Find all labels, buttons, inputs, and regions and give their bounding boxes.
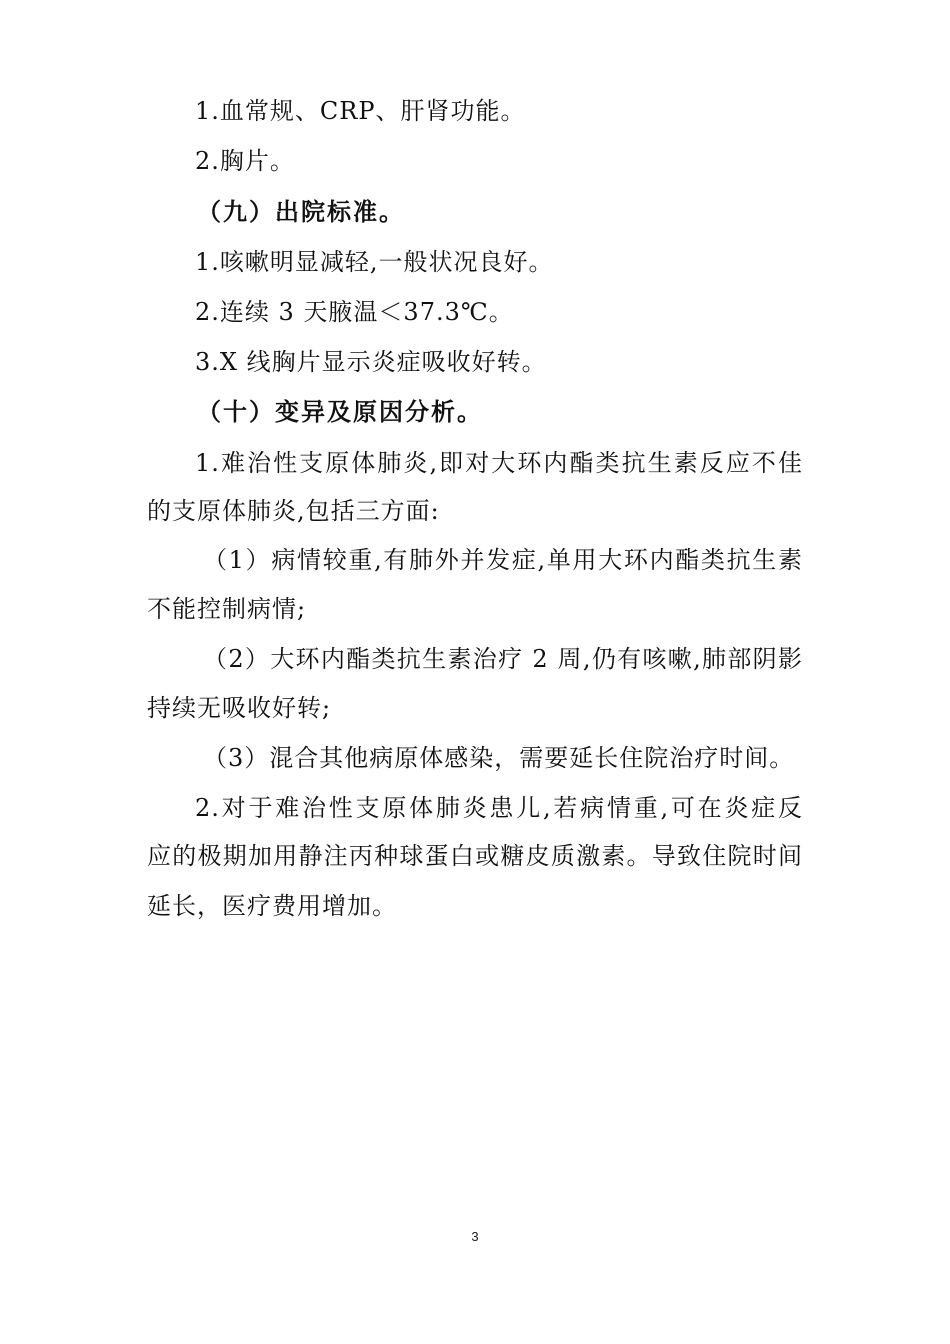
list-item-cough-reduced: 1.咳嗽明显减轻,一般状况良好。 [195, 248, 554, 276]
paragraph-line: （3）混合其他病原体感染，需要延长住院治疗时间。 [203, 744, 795, 772]
list-item-blood-test: 1.血常规、CRP、肝肾功能。 [195, 97, 526, 125]
paragraph-line: 持续无吸收好转; [147, 694, 332, 722]
paragraph-line: 延长，医疗费用增加。 [147, 892, 397, 920]
paragraph-line: 的支原体肺炎,包括三方面: [147, 497, 440, 525]
list-item-chest-xray: 2.胸片。 [195, 147, 295, 175]
paragraph-line: 2.对于难治性支原体肺炎患儿,若病情重,可在炎症反 [195, 794, 803, 822]
paragraph-line: 不能控制病情; [147, 595, 307, 623]
page-number: 3 [471, 1229, 479, 1244]
section-heading-variation-analysis: （十）变异及原因分析。 [197, 398, 483, 426]
paragraph-line: 1.难治性支原体肺炎,即对大环内酯类抗生素反应不佳 [195, 449, 803, 477]
list-item-xray-improved: 3.X 线胸片显示炎症吸收好转。 [195, 348, 547, 376]
paragraph-line: （2）大环内酯类抗生素治疗 2 周,仍有咳嗽,肺部阴影 [203, 645, 803, 673]
list-item-temperature: 2.连续 3 天腋温＜37.3℃。 [195, 298, 514, 326]
paragraph-line: （1）病情较重,有肺外并发症,单用大环内酯类抗生素 [203, 546, 803, 574]
paragraph-line: 应的极期加用静注丙种球蛋白或糖皮质激素。导致住院时间 [147, 842, 803, 870]
section-heading-discharge-criteria: （九）出院标准。 [197, 198, 405, 226]
